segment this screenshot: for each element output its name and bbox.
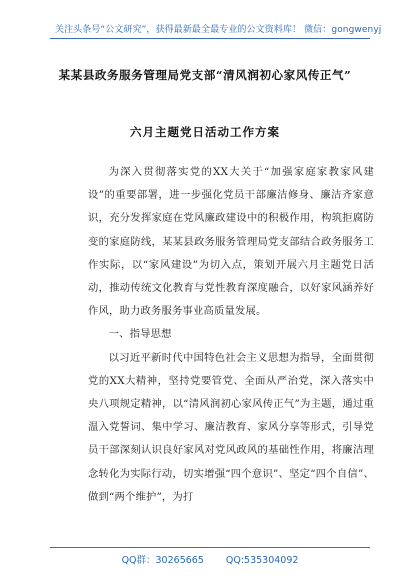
document-body xyxy=(88,161,374,509)
header-divider xyxy=(50,38,370,39)
document-title: 某某县政务服务管理局党支部“清风润初心家风传正气” xyxy=(58,68,352,82)
footer-contact xyxy=(60,552,360,566)
document-subtitle: 六月主题党日活动工作方案 xyxy=(130,125,280,139)
intro-paragraph: 为深入贯彻落实党的XX大关于“加强家庭家教家风建设”的重要部署，进一步强化党员干部廉洁修身、廉洁齐家意识，充分发挥家庭在党风廉政建设中的积极作用，构筑拒腐防变的家庭防线，某某县政务服务管理局党支部结合政务服务工作实际，以“家风建设”为切入点，策划开展六月主题党日活动，推动传统文化教育与党性教育深度融合，以好家风涵养好作风，助力政务服务事业高质量发展。 xyxy=(88,166,374,318)
footer-qq: QQ:535304092 xyxy=(225,555,299,566)
footer-divider xyxy=(50,547,370,548)
footer-qq-group: QQ群：30265665 xyxy=(121,555,204,566)
header-banner: 关注头条号“公文研究”，获得最新最全最专业的公文资料库！ 微信：gongwenyj xyxy=(55,25,382,35)
section-heading-guiding-ideology: 一、指导思想 xyxy=(108,328,172,341)
guiding-ideology-paragraph: 以习近平新时代中国特色社会主义思想为指导，全面贯彻党的XX大精神，坚持党要管党、全面从严治党，深入落实中央八项规定精神，以“清风润初心家风传正气”为主题，通过重温入党誓词、集中学习、廉洁教育、家风分享等形式，引导党员干部深刻认识良好家风对党风政风的基础性作用，将廉洁理念转化为实际行动，切实增强“四个意识”、坚定“四个自信”、做到“两个维护”，为打 xyxy=(88,351,374,503)
